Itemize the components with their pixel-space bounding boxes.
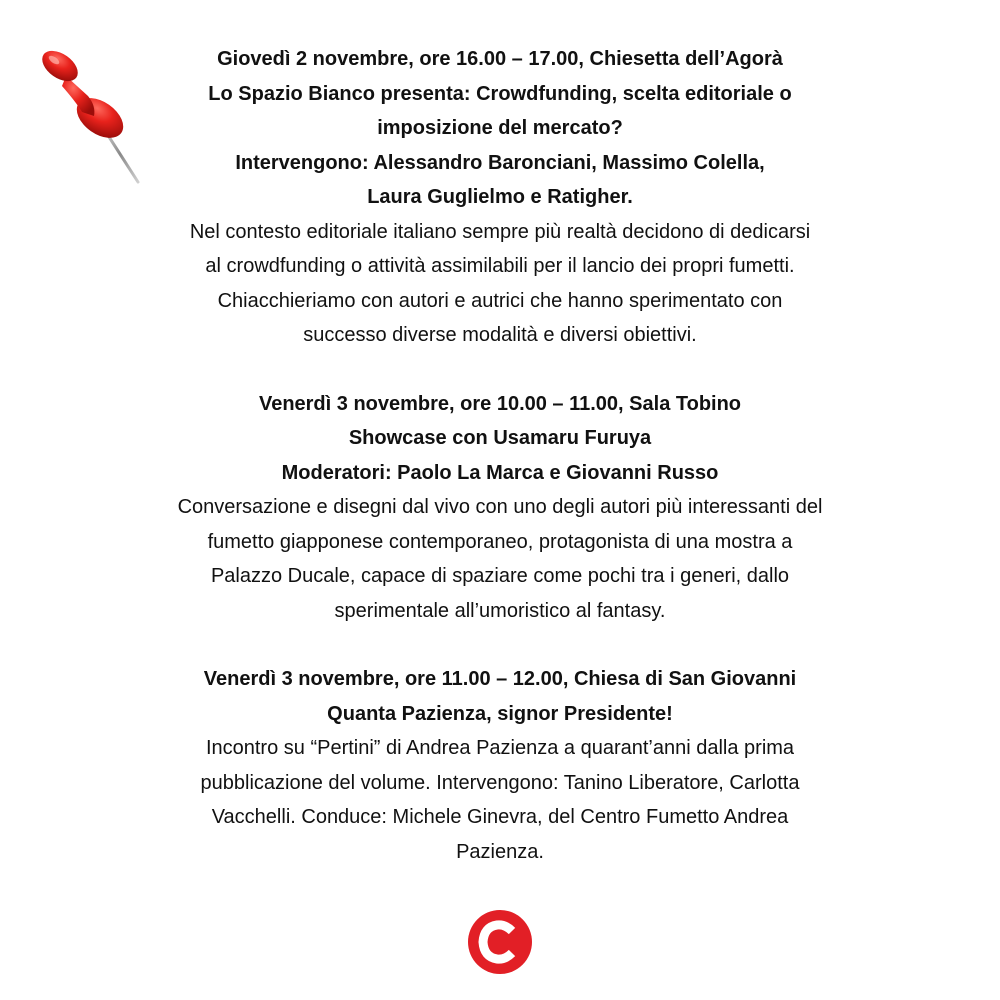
event-description: successo diverse modalità e diversi obiettivi.: [303, 324, 697, 346]
event-description: Chiacchieriamo con autori e autrici che hanno sperimentato con: [217, 289, 783, 312]
event-heading: Quanta Pazienza, signor Presidente!: [327, 702, 673, 725]
event-description: al crowdfunding o attività assimilabili per il lancio dei propri fumetti.: [205, 255, 795, 277]
event-description: Pazienza.: [456, 840, 544, 863]
event-item: [100, 387, 900, 629]
event-heading: Lo Spazio Bianco presenta: Crowdfunding, scelta editoriale o: [208, 82, 792, 105]
event-heading: Showcase con Usamaru Furuya: [348, 427, 652, 449]
event-list: [100, 42, 900, 869]
c-logo-icon: [467, 909, 533, 975]
event-description: Incontro su “Pertini” di Andrea Pazienza a quarant’anni dalla prima: [205, 737, 795, 759]
event-heading: Moderatori: Paolo La Marca e Giovanni Russo: [281, 461, 719, 484]
event-heading: Venerdì 3 novembre, ore 10.00 – 11.00, Sala Tobino: [258, 392, 742, 415]
event-description: Palazzo Ducale, capace di spaziare come pochi tra i generi, dallo: [210, 565, 790, 587]
event-description: Nel contesto editoriale italiano sempre più realtà decidono di dedicarsi: [189, 220, 811, 243]
event-heading: Intervengono: Alessandro Baronciani, Massimo Colella,: [235, 151, 765, 174]
event-heading: Giovedì 2 novembre, ore 16.00 – 17.00, Chiesetta dell’Agorà: [217, 48, 783, 70]
event-description: sperimentale all’umoristico al fantasy.: [334, 599, 666, 622]
event-item: [100, 42, 900, 353]
event-description: Vacchelli. Conduce: Michele Ginevra, del Centro Fumetto Andrea: [211, 806, 789, 828]
event-description: fumetto giapponese contemporaneo, protagonista di una mostra a: [207, 530, 793, 553]
event-description: pubblicazione del volume. Intervengono: Tanino Liberatore, Carlotta: [200, 771, 800, 794]
event-heading: Laura Guglielmo e Ratigher.: [367, 186, 633, 208]
event-heading: Venerdì 3 novembre, ore 11.00 – 12.00, Chiesa di San Giovanni: [203, 668, 797, 690]
event-item: [100, 662, 900, 869]
event-description: Conversazione e disegni dal vivo con uno degli autori più interessanti del: [177, 496, 823, 518]
event-heading: imposizione del mercato?: [377, 117, 623, 139]
